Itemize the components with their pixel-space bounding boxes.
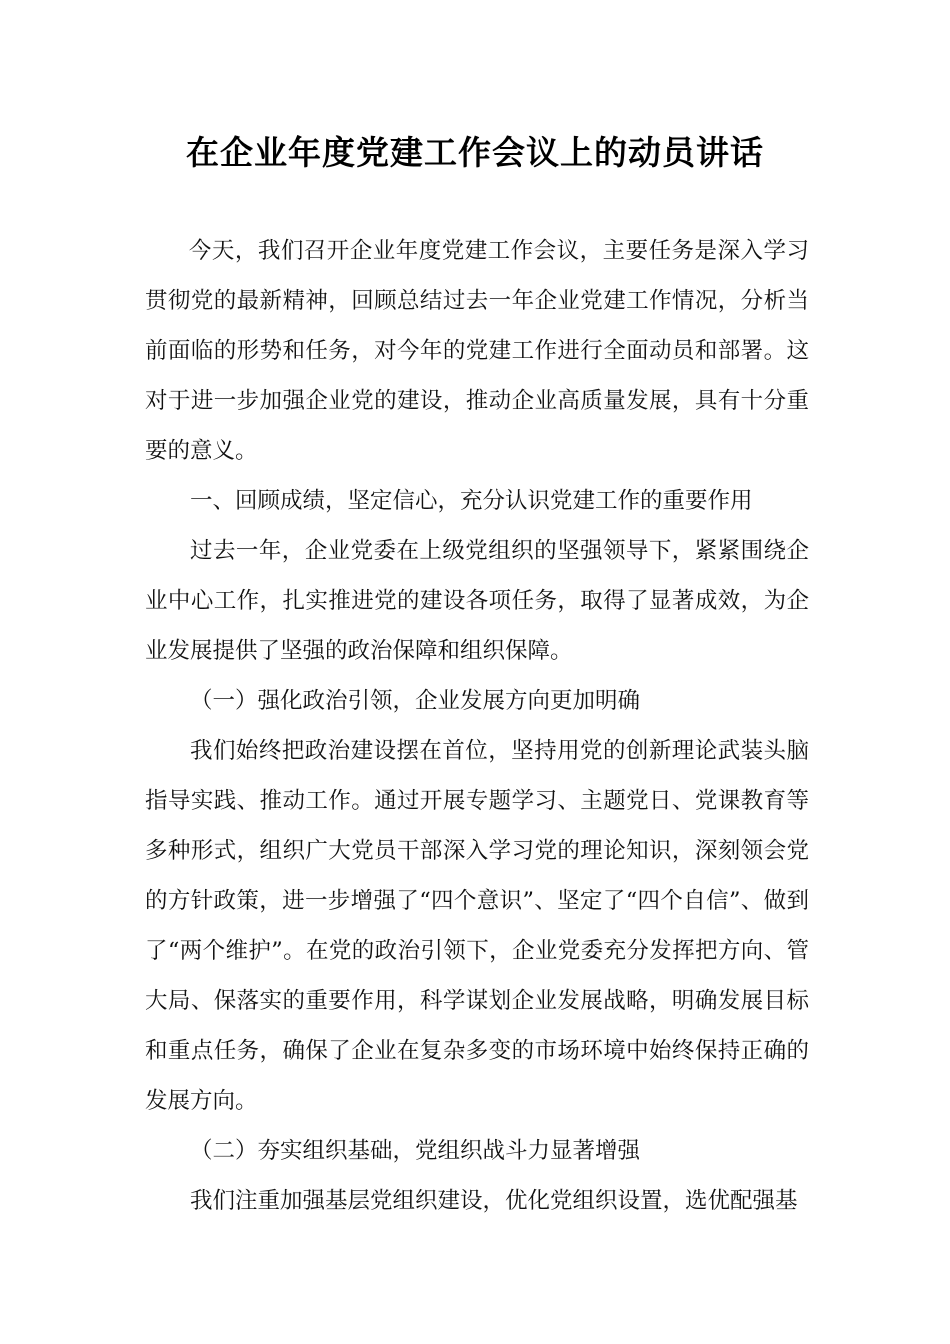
paragraph-political-guidance: 我们始终把政治建设摆在首位，坚持用党的创新理论武装头脑指导实践、推动工作。通过开展专题学习、主题党日、党课教育等多种形式，组织广大党员干部深入学习党的理论知识，深刻领会党的方针政策，进一步增强了“四个意识”、坚定了“四个自信”、做到了“两个维护”。在党的政治引领下，企业党委充分发挥把方向、管大局、保落实的重要作用，科学谋划企业发展战略，明确发展目标和重点任务，确保了企业在复杂多变的市场环境中始终保持正确的发展方向。 <box>145 738 809 1114</box>
paragraph-organization: 我们注重加强基层党组织建设，优化党组织设置，选优配强基 <box>190 1188 798 1214</box>
page-title: 在企业年度党建工作会议上的动员讲话 <box>186 133 764 172</box>
paragraph-review: 过去一年，企业党委在上级党组织的坚强领导下，紧紧围绕企业中心工作，扎实推进党的建设各项任务，取得了显著成效，为企业发展提供了坚强的政治保障和组织保障。 <box>145 538 809 664</box>
subsection-heading-2: （二）夯实组织基础，党组织战斗力显著增强 <box>190 1138 641 1164</box>
section-heading-1: 一、回顾成绩，坚定信心，充分认识党建工作的重要作用 <box>190 488 753 514</box>
paragraph-intro: 今天，我们召开企业年度党建工作会议，主要任务是深入学习贯彻党的最新精神，回顾总结过去一年企业党建工作情况，分析当前面临的形势和任务，对今年的党建工作进行全面动员和部署。这对于进一步加强企业党的建设，推动企业高质量发展，具有十分重要的意义。 <box>145 238 809 464</box>
subsection-heading-1: （一）强化政治引领，企业发展方向更加明确 <box>190 688 641 714</box>
document-body <box>145 226 809 1226</box>
